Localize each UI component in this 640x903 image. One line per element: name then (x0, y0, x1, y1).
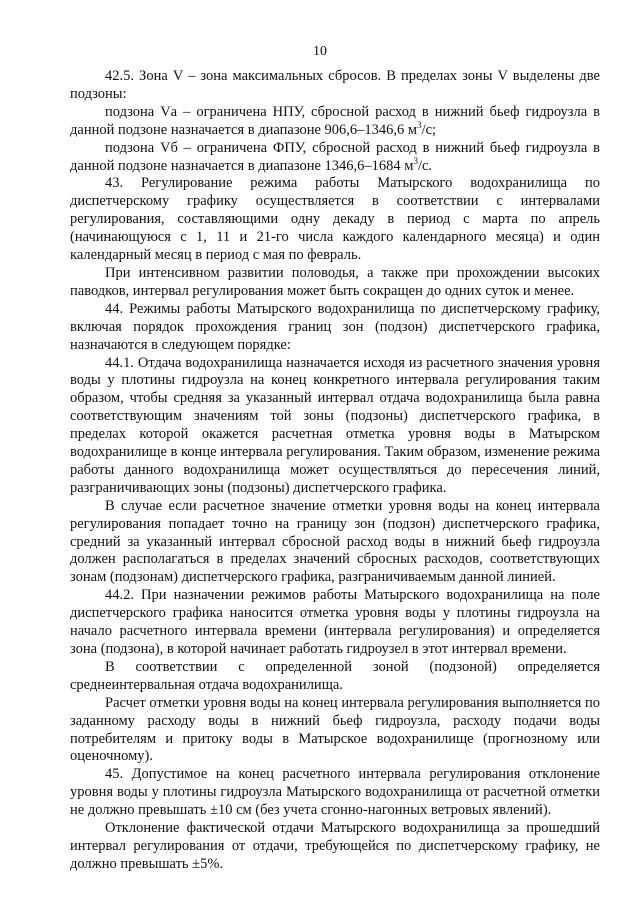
paragraph-45 (70, 766, 600, 820)
paragraph-text: подзона Vа – ограничена НПУ, сбросной расход в нижний бьеф гидроузла в данной подзоне назначается в диапазоне 906,6–1346,6 м (70, 103, 600, 138)
paragraph-text: 44. Режимы работы Матырского водохранилища по диспетчерскому графику, включая порядок прохождения границ зон (подзон) диспетчерского графика, назначаются в следующем порядке: (70, 300, 600, 353)
paragraph-boundary-case (70, 498, 600, 588)
paragraph-44 (70, 301, 600, 355)
document-body (70, 68, 600, 874)
paragraph-44-1 (70, 355, 600, 498)
superscript-3: 3 (413, 155, 418, 166)
superscript-3: 3 (417, 119, 422, 130)
paragraph-43 (70, 175, 600, 265)
paragraph-text: 43. Регулирование режима работы Матырского водохранилища по диспетчерскому графику осуществляется в соответствии с интервалами регулирования, составляющими одну декаду в период с марта по апрель (начинающуюся с 1, 11 и 21-го числа каждого календарного месяца) и один календарный месяц в период с мая по февраль. (70, 175, 600, 264)
paragraph-deviation (70, 820, 600, 874)
paragraph-44-2 (70, 587, 600, 659)
paragraph-42-5 (70, 68, 600, 104)
paragraph-text: подзона Vб – ограничена ФПУ, сбросной расход в нижний бьеф гидроузла в данной подзоне назначается в диапазоне 1346,6–1684 м (70, 139, 600, 174)
paragraph-text: 44.1. Отдача водохранилища назначается исходя из расчетного значения уровня воды у плотины гидроузла на конец конкретного интервала регулирования таким образом, чтобы средняя за указанный интервал отдача водохранилища была равна соответствующим значениям той зоны (подзоны) диспетчерского графика, в пределах которой окажется расчетная отметка уровня воды в Матырском водохранилище в конце интервала регулирования. Таким образом, изменение режима работы данного водохранилища может осуществляться до пересечения линий, разграничивающих зоны (подзоны) диспетчерского графика. (70, 354, 601, 496)
paragraph-text: В случае если расчетное значение отметки уровня воды на конец интервала регулирования попадает точно на границу зон (подзон) диспетчерского графика, средний за указанный интервал сбросной расход воды в нижний бьеф гидроузла должен располагаться в пределах значений сбросных расходов, соответствующих зонам (подзонам) диспетчерского графика, разграничиваемым данной линией. (70, 497, 600, 586)
paragraph-zone-outflow (70, 659, 600, 695)
paragraph-flood-note (70, 265, 600, 301)
paragraph-text: 44.2. При назначении режимов работы Матырского водохранилища на поле диспетчерского графика наносится отметка уровня воды у плотины гидроузла на начало расчетного интервала времени (интервала регулирования) и определяется зона (подзона), в которой начинает работать гидроузел в этот интервал времени. (70, 587, 600, 657)
paragraph-text: Отклонение фактической отдачи Матырского водохранилища за прошедший интервал регулирования от отдачи, требующейся по диспетчерскому графику, не должно превышать ±5%. (70, 820, 600, 872)
paragraph-text: 45. Допустимое на конец расчетного интервала регулирования отклонение уровня воды у плотины гидроузла Матырского водохранилища от расчетной отметки не должно превышать ±10 см (без учета сгонно-нагонных ветровых явлений). (70, 766, 600, 819)
paragraph-text: В соответствии с определенной зоной (подзоной) определяется среднеинтервальная отдача водохранилища. (70, 658, 600, 693)
paragraph-subzone-va (70, 104, 600, 140)
paragraph-level-calculation (70, 695, 600, 767)
paragraph-text: При интенсивном развитии половодья, а также при прохождении высоких паводков, интервал регулирования может быть сокращен до одних суток и менее. (70, 264, 600, 299)
page-number: 10 (313, 44, 327, 59)
paragraph-text: Расчет отметки уровня воды на конец интервала регулирования выполняется по заданному расходу воды в нижний бьеф гидроузла, расходу подачи воды потребителям и притоку воды в Матырское водохранилище (прогнозному или оценочному). (70, 694, 600, 765)
paragraph-text-tail: /с. (417, 157, 433, 174)
paragraph-subzone-vb (70, 140, 600, 176)
paragraph-text-tail: /с; (421, 121, 437, 138)
paragraph-text: 42.5. Зона V – зона максимальных сбросов. В пределах зоны V выделены две подзоны: (70, 68, 600, 102)
